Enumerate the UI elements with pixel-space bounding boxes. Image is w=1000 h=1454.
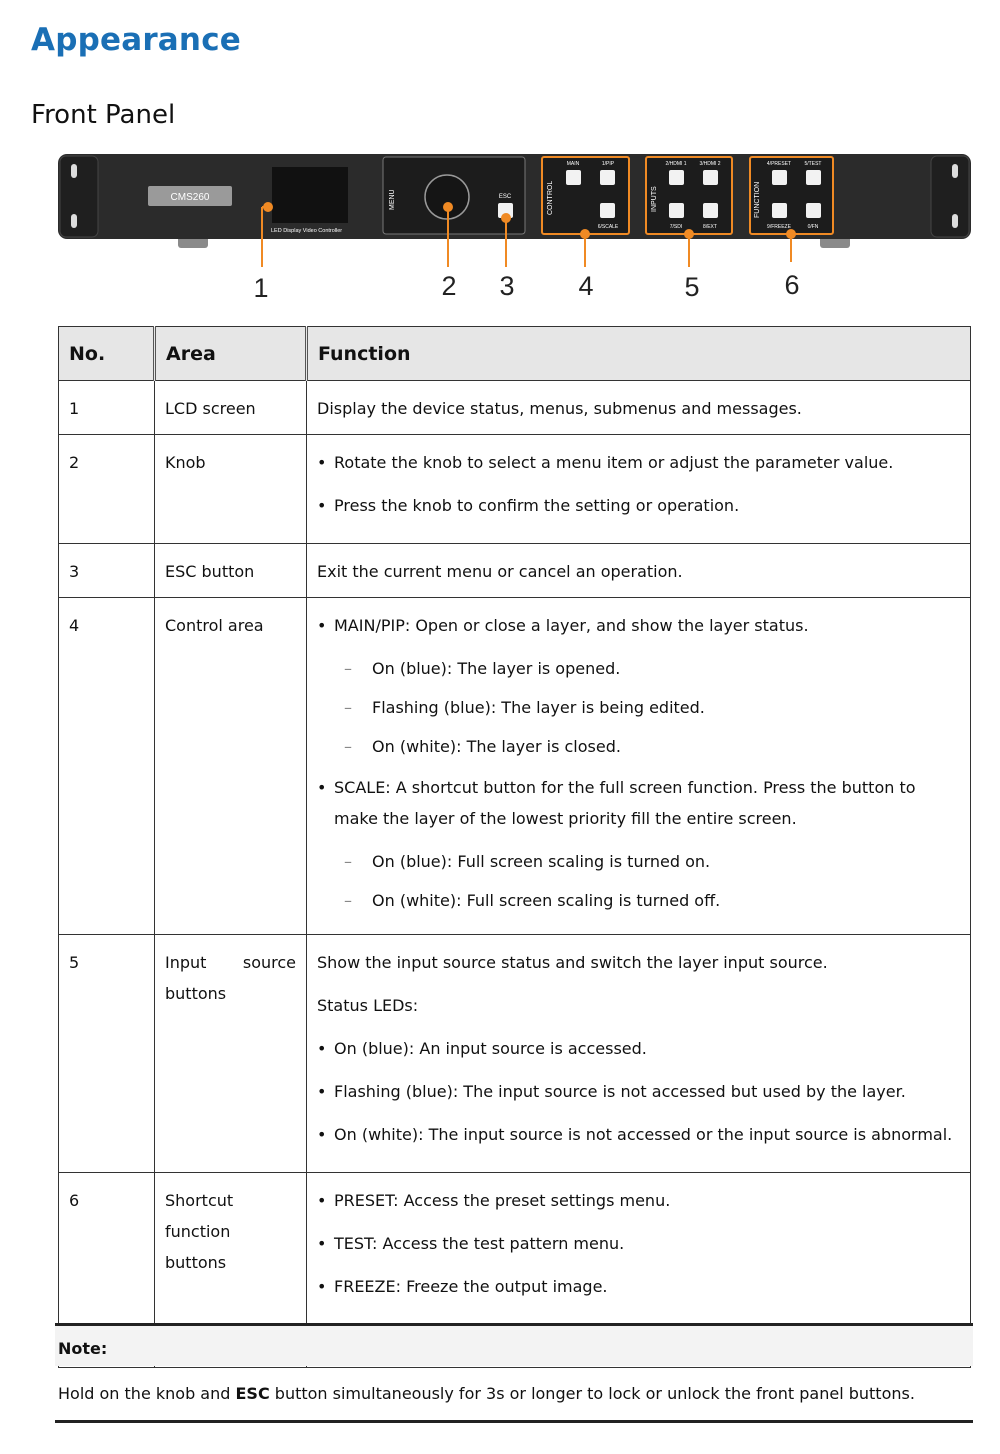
btn-label-hdmi2: 3/HDMI 2 <box>699 161 721 167</box>
sub-item-text: On (blue): The layer is opened. <box>372 659 621 678</box>
main-button <box>566 170 581 185</box>
callout-number-2: 2 <box>441 271 457 301</box>
callout-number-3: 3 <box>499 271 515 301</box>
row-no: 6 <box>59 1173 155 1368</box>
bullet-item: • Flashing (blue): The input source is not accessed but used by the layer. <box>317 1076 960 1107</box>
row-area: ESC button <box>155 544 307 598</box>
inputs-group <box>646 157 732 234</box>
btn-label-main: MAIN <box>566 161 580 167</box>
function-text: Exit the current menu or cancel an operation. <box>317 562 683 581</box>
area-line: buttons <box>165 984 227 1003</box>
btn-label-scale: 6/SCALE <box>597 224 619 230</box>
row-area: Knob <box>155 435 307 544</box>
row-area <box>155 935 307 1173</box>
sub-item-text: Flashing (blue): The layer is being edited. <box>372 698 705 717</box>
row-area: LCD screen <box>155 381 307 435</box>
row-function <box>307 598 971 935</box>
table-row <box>59 381 971 435</box>
sub-item-text: On (blue): Full screen scaling is turned on. <box>372 852 711 871</box>
btn-label-sdi: 7/SDI <box>669 224 683 230</box>
row-function <box>307 435 971 544</box>
sdi-button <box>669 203 684 218</box>
note-label: Note: <box>55 1326 973 1366</box>
btn-label-ext: 8/EXT <box>703 224 717 230</box>
bullet-item: • Rotate the knob to select a menu item or adjust the parameter value. <box>317 447 960 478</box>
note-text-bold: ESC <box>235 1384 270 1403</box>
freeze-button <box>772 203 787 218</box>
bullet-item: • On (white): The input source is not accessed or the input source is abnormal. <box>317 1119 960 1150</box>
function-text: Display the device status, menus, submenus and messages. <box>317 399 802 418</box>
row-area: Control area <box>155 598 307 935</box>
lcd-caption: LED Display Video Controller <box>271 228 343 234</box>
function-group <box>750 157 833 234</box>
table-row <box>59 935 971 1173</box>
area-line: Shortcut <box>165 1191 234 1210</box>
inputs-label: INPUTS <box>651 186 658 212</box>
model-name: CMS260 <box>170 192 210 203</box>
callout-dot-1 <box>264 203 272 211</box>
sub-item: – On (blue): Full screen scaling is turned on. <box>344 852 711 871</box>
row-function <box>307 381 971 435</box>
row-no: 1 <box>59 381 155 435</box>
bullet-item: • PRESET: Access the preset settings menu. <box>317 1185 960 1216</box>
sub-item: – On (blue): The layer is opened. <box>344 659 621 678</box>
area-line: Input source <box>165 953 296 972</box>
note-box <box>55 1323 973 1423</box>
table-row <box>59 435 971 544</box>
btn-label-hdmi1: 2/HDMI 1 <box>665 161 687 167</box>
col-header-no: No. <box>59 327 155 381</box>
btn-label-test: 5/TEST <box>804 161 822 167</box>
callout-dot-5 <box>685 230 693 238</box>
bullet-item: • FREEZE: Freeze the output image. <box>317 1271 960 1302</box>
area-line: function <box>165 1222 231 1241</box>
hdmi1-button <box>669 170 684 185</box>
bullet-item: • MAIN/PIP: Open or close a layer, and show the layer status. <box>317 610 960 641</box>
sub-item: – On (white): The layer is closed. <box>344 737 621 756</box>
btn-label-fn: 0/FN <box>807 224 819 230</box>
function-text: Show the input source status and switch the layer input source. <box>317 953 828 972</box>
status-leds-label: Status LEDs: <box>317 996 419 1015</box>
bullet-item: • TEST: Access the test pattern menu. <box>317 1228 960 1259</box>
row-no: 4 <box>59 598 155 935</box>
rack-ear-hole <box>952 214 958 228</box>
note-text-after: button simultaneously for 3s or longer to lock or unlock the front panel buttons. <box>269 1384 915 1403</box>
front-panel-diagram <box>0 140 1000 310</box>
sub-item: – Flashing (blue): The layer is being edited. <box>344 698 705 717</box>
pip-button <box>600 170 615 185</box>
subsection-title: Front Panel <box>31 100 176 130</box>
menu-label: MENU <box>389 189 396 210</box>
row-no: 5 <box>59 935 155 1173</box>
fn-button <box>806 203 821 218</box>
note-bottom-rule <box>55 1420 973 1423</box>
preset-button <box>772 170 787 185</box>
callout-number-4: 4 <box>578 271 594 301</box>
row-function <box>307 935 971 1173</box>
control-group <box>542 157 629 234</box>
bullet-item: • SCALE: A shortcut button for the full screen function. Press the button to make the layer of the lowest priority fill the entire screen. <box>317 772 960 834</box>
rack-ear-left <box>60 156 98 237</box>
callout-number-6: 6 <box>784 270 800 300</box>
btn-label-preset: 4/PRESET <box>766 161 792 167</box>
function-label: FUNCTION <box>754 181 761 218</box>
table-row <box>59 598 971 935</box>
btn-label-freeze: 9/FREEZE <box>767 224 791 230</box>
test-button <box>806 170 821 185</box>
bullet-item: • Press the knob to confirm the setting or operation. <box>317 490 960 521</box>
section-title: Appearance <box>31 22 241 58</box>
callout-dot-3 <box>502 214 510 222</box>
callout-number-1: 1 <box>253 273 269 303</box>
callout-number-5: 5 <box>684 272 700 302</box>
row-no: 3 <box>59 544 155 598</box>
callout-dot-2 <box>444 203 452 211</box>
note-text-before: Hold on the knob and <box>58 1384 236 1403</box>
callout-dot-6 <box>787 230 795 238</box>
rack-ear-hole <box>952 164 958 178</box>
esc-label: ESC <box>498 194 512 200</box>
table-row <box>59 544 971 598</box>
col-header-area: Area <box>155 327 307 381</box>
bullet-item: • On (blue): An input source is accessed. <box>317 1033 960 1064</box>
col-header-function: Function <box>307 327 971 381</box>
ext-button <box>703 203 718 218</box>
sub-item-text: On (white): Full screen scaling is turned off. <box>372 891 721 910</box>
sub-item: – On (white): Full screen scaling is turned off. <box>344 891 721 910</box>
btn-label-pip: 1/PIP <box>601 161 615 167</box>
note-text <box>55 1366 973 1420</box>
rack-ear-right <box>931 156 969 237</box>
front-panel-table <box>58 326 971 1368</box>
control-label: CONTROL <box>547 180 554 215</box>
rack-ear-hole <box>71 164 77 178</box>
row-function <box>307 544 971 598</box>
row-no: 2 <box>59 435 155 544</box>
table-header-row <box>59 327 971 381</box>
lcd-screen <box>272 167 348 223</box>
rack-ear-hole <box>71 214 77 228</box>
sub-item-text: On (white): The layer is closed. <box>372 737 621 756</box>
area-line: buttons <box>165 1253 227 1272</box>
callout-dot-4 <box>581 230 589 238</box>
scale-button <box>600 203 615 218</box>
hdmi2-button <box>703 170 718 185</box>
